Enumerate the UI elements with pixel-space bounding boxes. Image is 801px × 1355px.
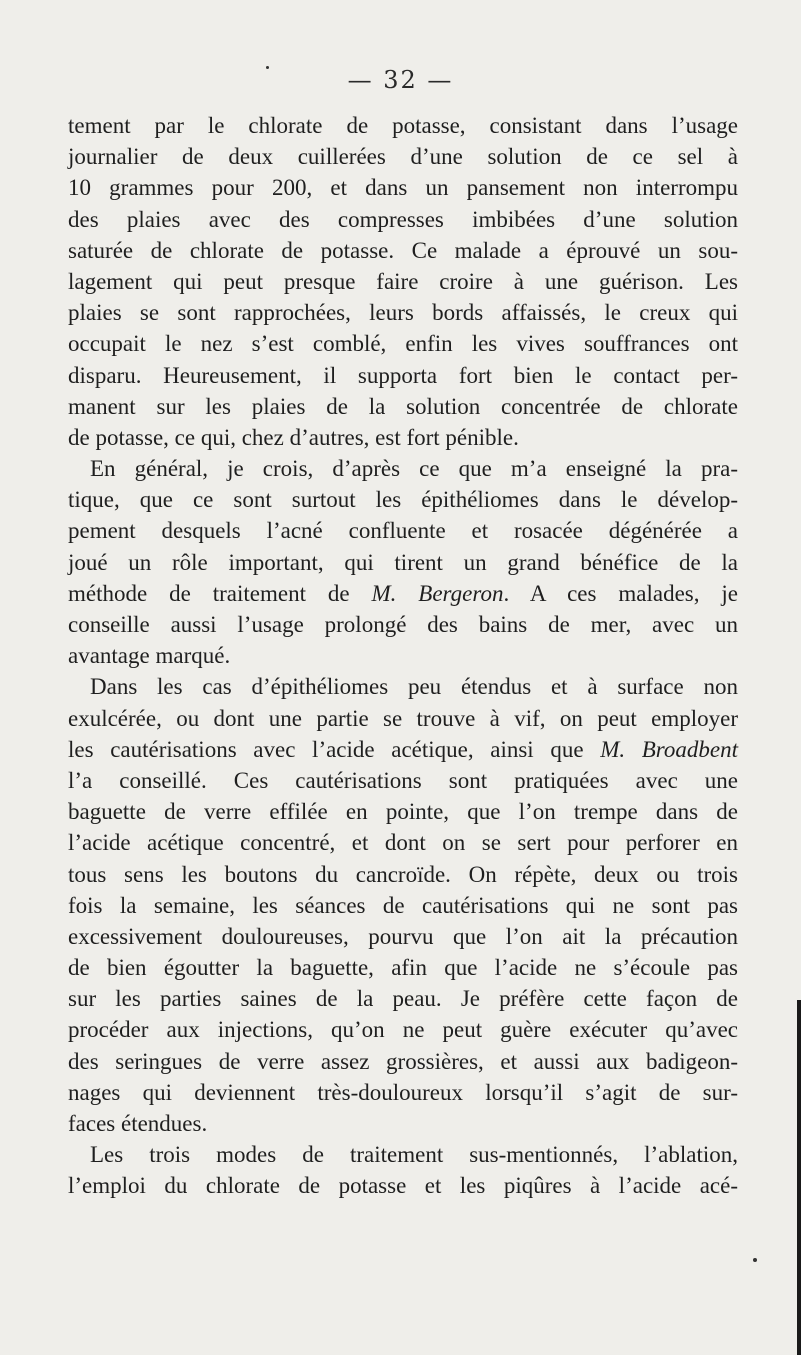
text-line: de potasse, ce qui, chez d’autres, est fort pénible. <box>68 424 519 450</box>
text-line: procéder aux injections, qu’on ne peut guère exécuter qu’avec <box>68 1017 738 1043</box>
text-line: 10 grammes pour 200, et dans un pansement non interrompu <box>68 175 738 201</box>
text-line: tique, que ce sont surtout les épithéliomes dans le dévelop- <box>68 487 738 513</box>
text-run: les cautérisations avec l’acide acétique, ainsi que <box>68 736 601 762</box>
text-line: saturée de chlorate de potasse. Ce malade a éprouvé un sou- <box>68 237 738 263</box>
page-edge-shadow <box>797 1000 801 1355</box>
text-line: exulcérée, ou dont une partie se trouve à vif, on peut employer <box>68 705 738 731</box>
text-line: manent sur les plaies de la solution concentrée de chlorate <box>68 393 738 419</box>
text-line: Les trois modes de traitement sus-mentionnés, l’ablation, <box>90 1142 738 1168</box>
text-line-mixed <box>68 578 738 609</box>
text-line: des plaies avec des compresses imbibées d’une solution <box>68 206 738 232</box>
text-line: l’a conseillé. Ces cautérisations sont pratiquées avec une <box>68 767 738 793</box>
text-line: des seringues de verre assez grossières, et aussi aux badigeon- <box>68 1048 738 1074</box>
text-line: journalier de deux cuillerées d’une solution de ce sel à <box>68 144 738 170</box>
text-line: sur les parties saines de la peau. Je préfère cette façon de <box>68 986 738 1012</box>
text-line: de bien égoutter la baguette, afin que l’acide ne s’écoule pas <box>68 955 738 981</box>
print-speck <box>266 66 269 69</box>
text-line: fois la semaine, les séances de cautérisations qui ne sont pas <box>68 892 738 918</box>
text-line: lagement qui peut presque faire croire à une guérison. Les <box>68 268 738 294</box>
text-line: excessivement douloureuses, pourvu que l’on ait la précaution <box>68 923 738 949</box>
text-run: méthode de traitement de <box>68 580 372 606</box>
text-line: Dans les cas d’épithéliomes peu étendus et à surface non <box>90 674 738 700</box>
page-number: — 32 — <box>347 66 454 94</box>
text-line: nages qui deviennent très-douloureux lorsqu’il s’agit de sur- <box>68 1079 738 1105</box>
text-line: l’emploi du chlorate de potasse et les piqûres à l’acide acé- <box>68 1173 738 1199</box>
body-text <box>68 110 738 1202</box>
text-line: joué un rôle important, qui tirent un grand bénéfice de la <box>68 549 738 575</box>
author-name-italic: M. Broadbent <box>600 736 738 762</box>
text-line: faces étendues. <box>68 1111 208 1136</box>
text-line: baguette de verre effilée en pointe, que l’on trempe dans de <box>68 799 738 825</box>
text-line-mixed <box>68 734 738 765</box>
text-line: avantage marqué. <box>68 643 231 669</box>
text-line: occupait le nez s’est comblé, enfin les vives souffrances ont <box>68 331 738 357</box>
print-speck <box>753 1258 757 1262</box>
text-line: l’acide acétique concentré, et dont on se sert pour perforer en <box>68 830 738 856</box>
text-line: conseille aussi l’usage prolongé des bains de mer, avec un <box>68 612 738 637</box>
text-line: tous sens les boutons du cancroïde. On répète, deux ou trois <box>68 861 738 887</box>
text-line: disparu. Heureusement, il supporta fort bien le contact per- <box>68 362 738 388</box>
author-name-italic: M. Bergeron <box>371 580 504 606</box>
text-line: pement desquels l’acné confluente et rosacée dégénérée a <box>68 518 738 544</box>
text-line: plaies se sont rapprochées, leurs bords affaissés, le creux qui <box>68 300 738 326</box>
text-line: tement par le chlorate de potasse, consistant dans l’usage <box>68 113 738 138</box>
text-run: . A ces malades, je <box>503 580 738 606</box>
text-line: En général, je crois, d’après ce que m’a enseigné la pra- <box>90 456 738 482</box>
